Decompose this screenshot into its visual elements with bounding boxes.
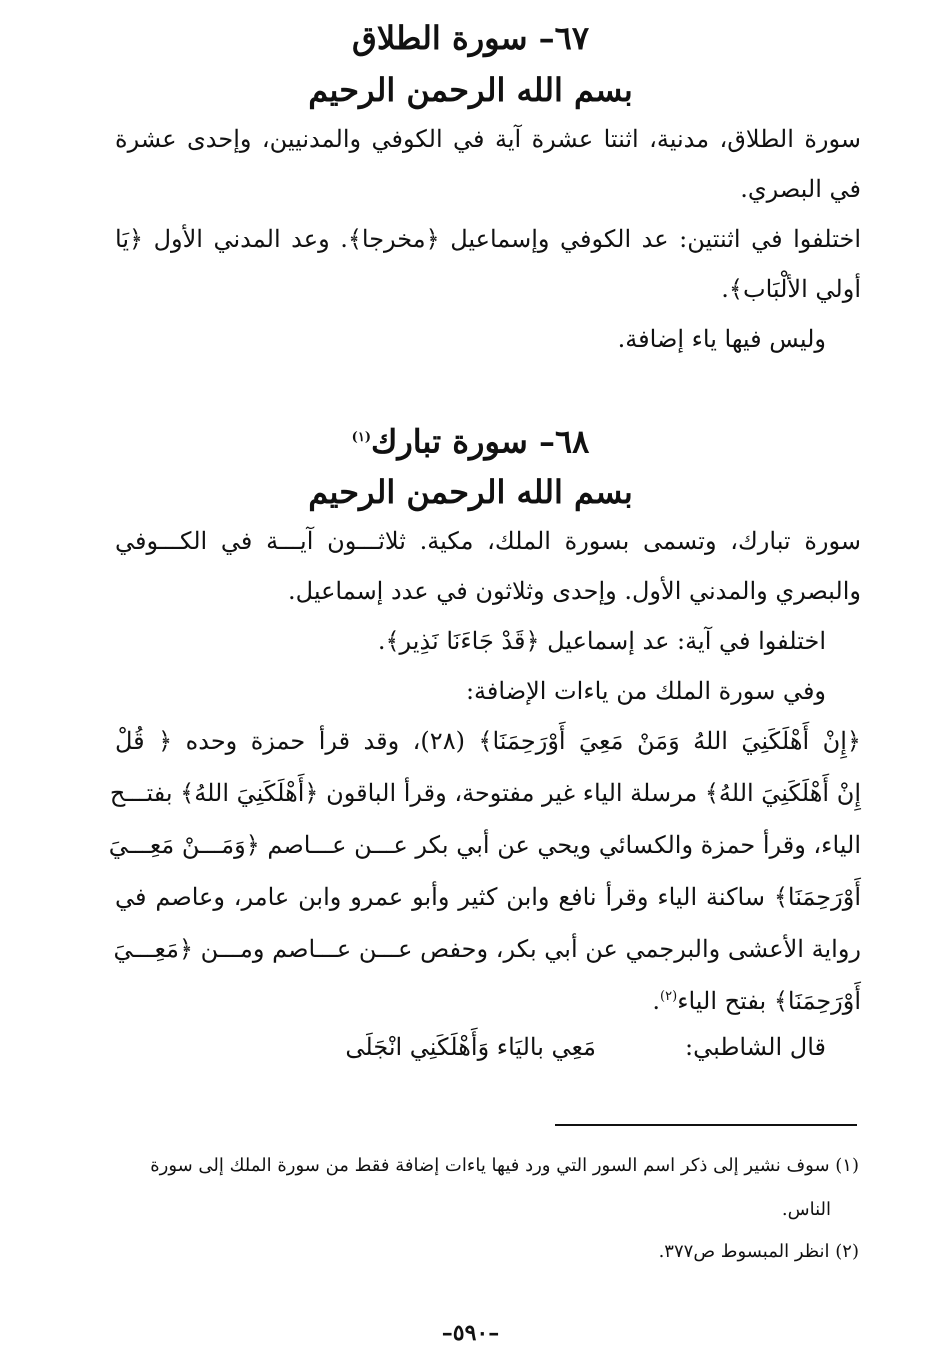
paragraph-line: اختلفوا في اثنتين: عد الكوفي وإسماعيل ﴿مخرجا﴾. وعد المدني الأول ﴿يَا <box>115 225 861 253</box>
paragraph-line: سورة تبارك، وتسمى بسورة الملك، مكية. ثلاثـــون آيـــة في الكـــوفي <box>115 527 861 555</box>
paragraph-line: اختلفوا في آية: عد إسماعيل ﴿قَدْ جَاءَنَا نَذِير﴾. <box>377 627 826 655</box>
verse-text: مَعِي باليَاء وَأَهْلَكَنِي انْجَلَى <box>345 1033 596 1061</box>
footnote-1-continued: الناس. <box>781 1199 831 1220</box>
paragraph-line: أولي الألْبَاب﴾. <box>721 275 861 303</box>
paragraph-line: أَوْرَحِمَنَا﴾ ساكنة الياء وقرأ نافع وابن كثير وأبو عمرو وابن عامر، وعاصم في <box>115 883 861 911</box>
footnote-1: (١) سوف نشير إلى ذكر اسم السور التي ورد فيها ياءات إضافة فقط من سورة الملك إلى سورة <box>150 1155 859 1176</box>
paragraph-line: وليس فيها ياء إضافة. <box>617 325 826 353</box>
footnote-marker: (٢) <box>660 989 678 1004</box>
basmala: بسم الله الرحمن الرحيم <box>308 71 633 109</box>
paragraph-tail: . <box>652 987 661 1015</box>
footnote-divider <box>555 1124 857 1126</box>
paragraph-line: رواية الأعشى والبرجمي عن أبي بكر، وحفص عـــن عـــاصم ومـــن ﴿مَعِـــيَ <box>113 935 861 963</box>
paragraph-line: في البصري. <box>740 175 861 203</box>
paragraph-line <box>652 980 861 1018</box>
footnote-2: (٢) انظر المبسوط ص٣٧٧. <box>658 1241 859 1262</box>
paragraph-line: وفي سورة الملك من ياءات الإضافة: <box>465 677 826 705</box>
paragraph-line: الياء، وقرأ حمزة والكسائي ويحي عن أبي بكر عـــن عـــاصم ﴿وَمَـــنْ مَعِـــيَ <box>108 831 861 859</box>
surah-title-talaq: ٦٧– سورة الطلاق <box>351 19 590 57</box>
basmala: بسم الله الرحمن الرحيم <box>308 473 633 511</box>
paragraph-text: أَوْرَحِمَنَا﴾ بفتح الياء <box>677 987 861 1015</box>
paragraph-line: والبصري والمدني الأول. وإحدى وثلاثون في عدد إسماعيل. <box>288 577 861 605</box>
verse-speaker: قال الشاطبي: <box>685 1033 826 1061</box>
paragraph-line: ﴿إِنْ أَهْلَكَنِيَ اللهُ وَمَنْ مَعِيَ أَوْرَحِمَنَا﴾ (٢٨)، وقد قرأ حمزة وحده ﴿ قُلْ <box>115 727 861 755</box>
footnote-marker: (١) <box>351 430 371 445</box>
page-number: –٥٩٠– <box>441 1320 500 1346</box>
surah-title-tabarak <box>0 418 941 462</box>
surah-title-text: ٦٨– سورة تبارك <box>370 422 590 461</box>
paragraph-line: سورة الطلاق، مدنية، اثنتا عشرة آية في الكوفي والمدنيين، وإحدى عشرة <box>115 125 861 153</box>
paragraph-line: إِنْ أَهْلَكَنِيَ اللهُ﴾ مرسلة الياء غير مفتوحة، وقرأ الباقون ﴿أَهْلَكَنِيَ اللهُ﴾ بفتـــح <box>109 779 861 807</box>
